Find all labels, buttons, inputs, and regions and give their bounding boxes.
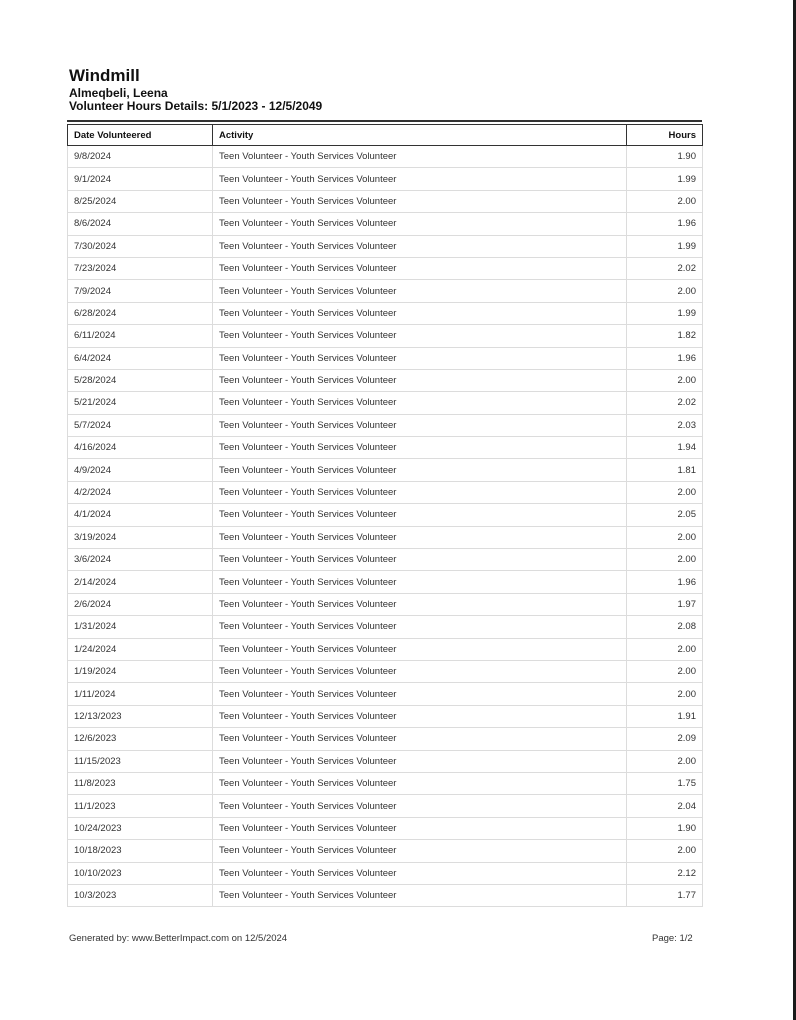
cell-activity: Teen Volunteer - Youth Services Volunteer (213, 190, 627, 212)
header-hours: Hours (627, 125, 703, 146)
table-row (68, 414, 703, 436)
table-row (68, 481, 703, 503)
cell-activity: Teen Volunteer - Youth Services Volunteer (213, 504, 627, 526)
cell-hours: 1.99 (627, 168, 703, 190)
table-row (68, 369, 703, 391)
cell-activity: Teen Volunteer - Youth Services Volunteer (213, 549, 627, 571)
cell-date: 4/9/2024 (68, 459, 213, 481)
table-row (68, 549, 703, 571)
cell-activity: Teen Volunteer - Youth Services Volunteer (213, 750, 627, 772)
cell-activity: Teen Volunteer - Youth Services Volunteer (213, 795, 627, 817)
table-row (68, 526, 703, 548)
cell-date: 6/11/2024 (68, 325, 213, 347)
cell-hours: 2.00 (627, 750, 703, 772)
cell-hours: 2.12 (627, 862, 703, 884)
cell-activity: Teen Volunteer - Youth Services Volunteer (213, 235, 627, 257)
table-row (68, 840, 703, 862)
cell-activity: Teen Volunteer - Youth Services Volunteer (213, 481, 627, 503)
cell-activity: Teen Volunteer - Youth Services Volunteer (213, 168, 627, 190)
cell-activity: Teen Volunteer - Youth Services Volunteer (213, 616, 627, 638)
cell-hours: 1.96 (627, 571, 703, 593)
cell-date: 11/1/2023 (68, 795, 213, 817)
volunteer-hours-table (67, 124, 703, 907)
table-row (68, 325, 703, 347)
cell-activity: Teen Volunteer - Youth Services Volunteer (213, 593, 627, 615)
cell-activity: Teen Volunteer - Youth Services Volunteer (213, 347, 627, 369)
cell-hours: 1.96 (627, 213, 703, 235)
cell-date: 8/6/2024 (68, 213, 213, 235)
cell-date: 4/1/2024 (68, 504, 213, 526)
table-row (68, 459, 703, 481)
cell-hours: 2.00 (627, 190, 703, 212)
report-details-title: Volunteer Hours Details: 5/1/2023 - 12/5/2049 (69, 99, 323, 113)
cell-hours: 2.02 (627, 392, 703, 414)
cell-date: 11/15/2023 (68, 750, 213, 772)
cell-hours: 1.91 (627, 705, 703, 727)
cell-date: 4/2/2024 (68, 481, 213, 503)
cell-hours: 2.09 (627, 728, 703, 750)
table-row (68, 638, 703, 660)
table-row (68, 593, 703, 615)
cell-activity: Teen Volunteer - Youth Services Volunteer (213, 683, 627, 705)
table-row (68, 168, 703, 190)
cell-activity: Teen Volunteer - Youth Services Volunteer (213, 302, 627, 324)
cell-date: 5/28/2024 (68, 369, 213, 391)
cell-hours: 2.00 (627, 280, 703, 302)
cell-date: 1/31/2024 (68, 616, 213, 638)
cell-date: 7/30/2024 (68, 235, 213, 257)
table-row (68, 213, 703, 235)
table-row (68, 190, 703, 212)
cell-date: 7/9/2024 (68, 280, 213, 302)
cell-activity: Teen Volunteer - Youth Services Volunteer (213, 437, 627, 459)
cell-date: 10/18/2023 (68, 840, 213, 862)
cell-hours: 1.96 (627, 347, 703, 369)
cell-hours: 1.94 (627, 437, 703, 459)
cell-hours: 2.00 (627, 660, 703, 682)
cell-activity: Teen Volunteer - Youth Services Volunteer (213, 772, 627, 794)
cell-activity: Teen Volunteer - Youth Services Volunteer (213, 392, 627, 414)
table-row (68, 683, 703, 705)
table-row (68, 302, 703, 324)
cell-activity: Teen Volunteer - Youth Services Volunteer (213, 660, 627, 682)
cell-activity: Teen Volunteer - Youth Services Volunteer (213, 571, 627, 593)
table-row (68, 571, 703, 593)
cell-hours: 2.00 (627, 369, 703, 391)
table-top-rule (67, 120, 702, 122)
table-row (68, 862, 703, 884)
cell-activity: Teen Volunteer - Youth Services Volunteer (213, 817, 627, 839)
table-row (68, 504, 703, 526)
cell-hours: 2.02 (627, 257, 703, 279)
cell-hours: 2.00 (627, 638, 703, 660)
cell-date: 2/6/2024 (68, 593, 213, 615)
volunteer-name: Almeqbeli, Leena (69, 86, 168, 100)
cell-hours: 1.99 (627, 302, 703, 324)
cell-activity: Teen Volunteer - Youth Services Volunteer (213, 414, 627, 436)
cell-date: 3/19/2024 (68, 526, 213, 548)
cell-hours: 1.82 (627, 325, 703, 347)
table-row (68, 392, 703, 414)
table-row (68, 884, 703, 906)
cell-activity: Teen Volunteer - Youth Services Volunteer (213, 459, 627, 481)
cell-hours: 2.00 (627, 481, 703, 503)
cell-date: 12/6/2023 (68, 728, 213, 750)
cell-hours: 2.00 (627, 526, 703, 548)
cell-hours: 1.90 (627, 146, 703, 168)
cell-hours: 1.99 (627, 235, 703, 257)
cell-hours: 2.03 (627, 414, 703, 436)
cell-hours: 2.05 (627, 504, 703, 526)
table-row (68, 257, 703, 279)
generated-by-footer: Generated by: www.BetterImpact.com on 12/5/2024 (69, 933, 288, 944)
cell-date: 10/3/2023 (68, 884, 213, 906)
organization-title: Windmill (69, 66, 140, 85)
cell-date: 11/8/2023 (68, 772, 213, 794)
table-row (68, 660, 703, 682)
header-date-volunteered: Date Volunteered (68, 125, 213, 146)
cell-date: 10/24/2023 (68, 817, 213, 839)
table-row (68, 347, 703, 369)
page-number: Page: 1/2 (652, 933, 693, 944)
table-header-row (68, 125, 703, 146)
cell-hours: 2.00 (627, 683, 703, 705)
cell-date: 5/21/2024 (68, 392, 213, 414)
cell-date: 1/11/2024 (68, 683, 213, 705)
cell-activity: Teen Volunteer - Youth Services Volunteer (213, 213, 627, 235)
cell-date: 12/13/2023 (68, 705, 213, 727)
cell-hours: 1.81 (627, 459, 703, 481)
cell-activity: Teen Volunteer - Youth Services Volunteer (213, 705, 627, 727)
table-row (68, 705, 703, 727)
cell-activity: Teen Volunteer - Youth Services Volunteer (213, 862, 627, 884)
cell-date: 2/14/2024 (68, 571, 213, 593)
cell-hours: 2.00 (627, 840, 703, 862)
cell-activity: Teen Volunteer - Youth Services Volunteer (213, 369, 627, 391)
cell-hours: 1.97 (627, 593, 703, 615)
table-row (68, 750, 703, 772)
cell-hours: 1.90 (627, 817, 703, 839)
table-row (68, 437, 703, 459)
cell-activity: Teen Volunteer - Youth Services Volunteer (213, 257, 627, 279)
cell-date: 1/24/2024 (68, 638, 213, 660)
cell-date: 1/19/2024 (68, 660, 213, 682)
table-row (68, 616, 703, 638)
table-row (68, 728, 703, 750)
table-row (68, 280, 703, 302)
cell-date: 9/8/2024 (68, 146, 213, 168)
cell-date: 4/16/2024 (68, 437, 213, 459)
cell-date: 8/25/2024 (68, 190, 213, 212)
cell-date: 9/1/2024 (68, 168, 213, 190)
cell-date: 7/23/2024 (68, 257, 213, 279)
cell-hours: 2.00 (627, 549, 703, 571)
cell-activity: Teen Volunteer - Youth Services Volunteer (213, 325, 627, 347)
cell-date: 10/10/2023 (68, 862, 213, 884)
cell-date: 3/6/2024 (68, 549, 213, 571)
header-activity: Activity (213, 125, 627, 146)
cell-hours: 2.04 (627, 795, 703, 817)
cell-activity: Teen Volunteer - Youth Services Volunteer (213, 146, 627, 168)
cell-activity: Teen Volunteer - Youth Services Volunteer (213, 884, 627, 906)
cell-activity: Teen Volunteer - Youth Services Volunteer (213, 526, 627, 548)
cell-hours: 2.08 (627, 616, 703, 638)
cell-activity: Teen Volunteer - Youth Services Volunteer (213, 280, 627, 302)
table-row (68, 146, 703, 168)
table-row (68, 795, 703, 817)
table-row (68, 817, 703, 839)
table-row (68, 235, 703, 257)
cell-activity: Teen Volunteer - Youth Services Volunteer (213, 638, 627, 660)
cell-activity: Teen Volunteer - Youth Services Volunteer (213, 840, 627, 862)
cell-date: 6/28/2024 (68, 302, 213, 324)
table-row (68, 772, 703, 794)
cell-date: 5/7/2024 (68, 414, 213, 436)
table-body (68, 146, 703, 907)
cell-date: 6/4/2024 (68, 347, 213, 369)
cell-activity: Teen Volunteer - Youth Services Volunteer (213, 728, 627, 750)
cell-hours: 1.77 (627, 884, 703, 906)
cell-hours: 1.75 (627, 772, 703, 794)
